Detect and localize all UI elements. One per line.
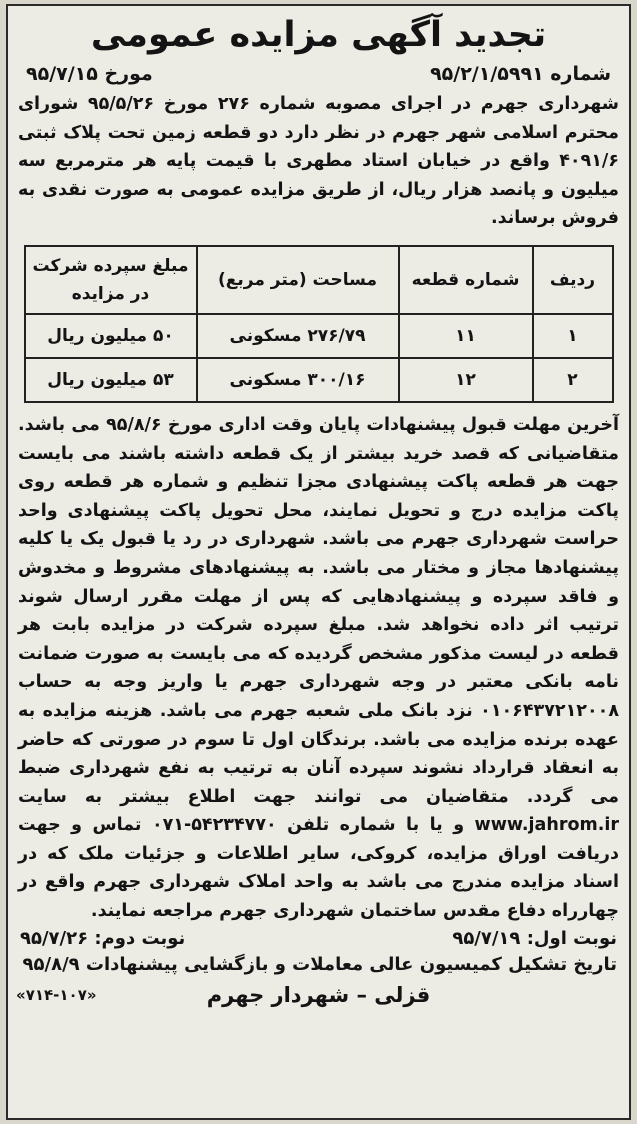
signature-line: [8, 978, 629, 1012]
header-row-number: ردیف: [533, 246, 613, 314]
header-deposit: مبلغ سپرده شرکت در مزایده: [25, 246, 197, 314]
table-row: [25, 314, 613, 358]
body-text-contact: و یا با شماره تلفن ۵۴۲۳۴۷۷۰-۰۷۱ تماس و جهت دریافت اوراق مزایده، کروکی، سایر اطلاعات و جزئیات ملک که در اسناد مزایده مندرج می باشد به واحد املاک شهرداری جهرم واقع در چهارراه دفاع مقدس ساختمان شهرداری جهرم مراجعه نمایند.: [18, 815, 619, 922]
signature: قزلی – شهردار جهرم: [206, 982, 431, 1007]
cell-parcel-number: ۱۲: [399, 358, 533, 402]
notice-title: تجدید آگهی مزایده عمومی: [90, 15, 547, 55]
table-header-row: [25, 246, 613, 314]
body-text-main: آخرین مهلت قبول پیشنهادات پایان وقت اداری مورخ ۹۵/۸/۶ می باشد. متقاضیانی که قصد خرید بیشتر از یک قطعه داشته باشند می بایست جهت هر قطعه پاکت پیشنهادی مجزا تنظیم و شماره هر قطعه روی پاکت مزایده درج و تحویل نمایند، محل تحویل پاکت پیشنهادی واحد حراست شهرداری جهرم می باشد. شهرداری در رد یا قبول یک یا کلیه پیشنهادها مجاز و مختار می باشد. به پیشنهادهای مشروط و مخدوش و فاقد سپرده و پیشنهادهایی که پس از مهلت مقرر ارسال شوند ترتیب اثر داده نخواهد شد. مبلغ سپرده شرکت در مزایده بابت هر قطعه در لیست مذکور مشخص گردیده که می بایست به صورت ضمانت نامه بانکی معتبر در وجه شهرداری جهرم یا واریز وجه به حساب ۰۱۰۶۴۳۷۲۱۲۰۰۸ نزد بانک ملی شعبه جهرم می باشد. هزینه مزایده به عهده برنده مزایده می باشد. برندگان اول تا سوم در صورتی که حاضر به انعقاد قرارداد نشوند سپرده آنان به ترتیب به نفع شهرداری ضبط می گردد. متقاضیان می توانند جهت اطلاع بیشتر به سایت: [18, 414, 619, 807]
cell-row-number: ۱: [533, 314, 613, 358]
cell-area: ۲۷۶/۷۹ مسکونی: [197, 314, 399, 358]
second-publication: نوبت دوم: ۹۵/۷/۲۶: [20, 927, 186, 949]
cell-row-number: ۲: [533, 358, 613, 402]
cell-deposit: ۵۰ میلیون ریال: [25, 314, 197, 358]
lots-table: [24, 245, 614, 403]
notice-sheet: [6, 4, 631, 1120]
notice-body: [8, 411, 629, 926]
first-publication: نوبت اول: ۹۵/۷/۱۹: [452, 927, 617, 949]
notice-number: شماره ۹۵/۲/۱/۵۹۹۱: [430, 63, 611, 85]
cell-area: ۳۰۰/۱۶ مسکونی: [197, 358, 399, 402]
website-link[interactable]: www.jahrom.ir: [474, 815, 619, 836]
header-parcel-number: شماره قطعه: [399, 246, 533, 314]
header-area: مساحت (متر مربع): [197, 246, 399, 314]
notice-intro: شهرداری جهرم در اجرای مصوبه شماره ۲۷۶ مورخ ۹۵/۵/۲۶ شورای محترم اسلامی شهر جهرم در نظر دارد دو قطعه زمین تحت پلاک ثبتی ۴۰۹۱/۶ واقع در خیابان استاد مطهری با قیمت پایه هر مترمربع سه میلیون و پانصد هزار ریال، از طریق مزایده عمومی به صورت نقدی به فروش برساند.: [18, 94, 619, 229]
commission-date: تاریخ تشکیل کمیسیون عالی معاملات و بازگشایی پیشنهادات ۹۵/۸/۹: [22, 953, 617, 975]
cell-deposit: ۵۳ میلیون ریال: [25, 358, 197, 402]
table-row: [25, 358, 613, 402]
notice-code: «۷۱۴-۱۰۷»: [16, 985, 97, 1004]
notice-date: مورخ ۹۵/۷/۱۵: [26, 63, 153, 85]
cell-parcel-number: ۱۱: [399, 314, 533, 358]
notice-footer: [8, 926, 629, 978]
notice-meta: [8, 58, 629, 90]
